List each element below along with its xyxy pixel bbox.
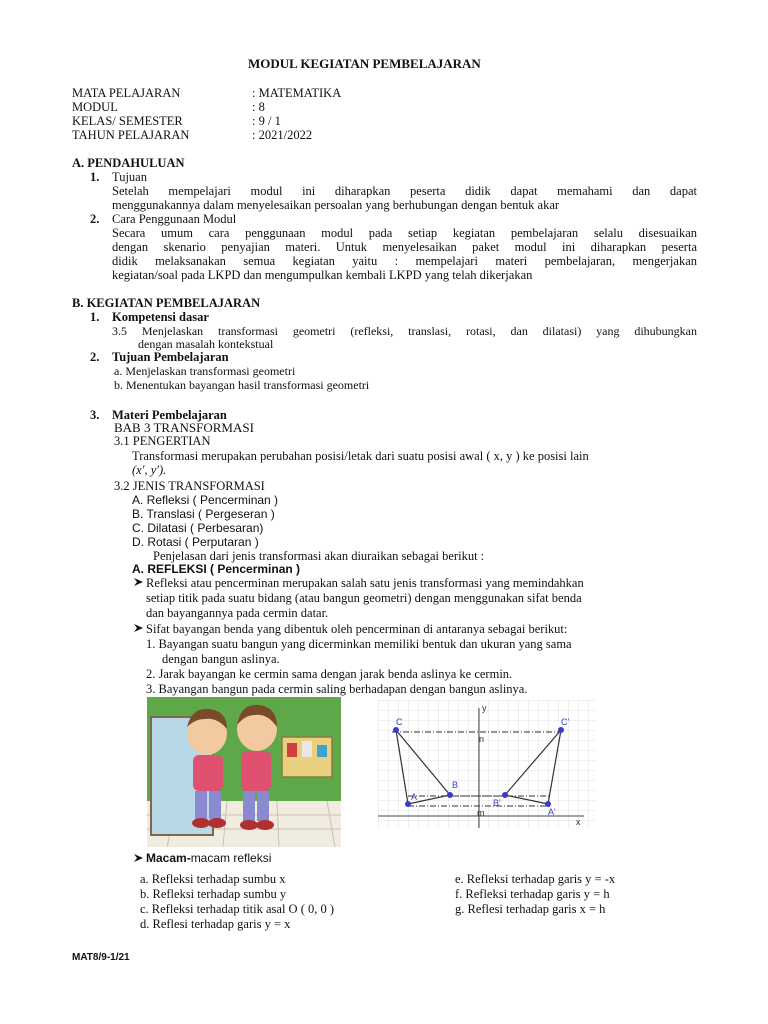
arrow-bullet-icon <box>133 577 144 587</box>
pengertian-formula: (x′, y′). <box>132 463 167 477</box>
sifat-1: 1. Bayangan suatu bangun yang dicerminkan memiliki bentuk dan ukuran yang sama <box>146 637 572 651</box>
macam-right-item: g. Reflesi terhadap garis x = h <box>455 902 606 916</box>
a1-text-line2: menggunakannya dalam menyelesaikan persoalan yang berhubungan dengan bentuk akar <box>112 198 560 212</box>
jenis-item: D. Rotasi ( Perputaran ) <box>132 535 259 549</box>
macam-left-item: b. Refleksi terhadap sumbu y <box>140 887 287 901</box>
info-label-tahun: TAHUN PELAJARAN <box>72 128 190 142</box>
macam-left-item: d. Reflesi terhadap garis y = x <box>140 917 291 931</box>
b1-number: 1. <box>90 310 100 324</box>
jenis-item: C. Dilatasi ( Perbesaran) <box>132 521 264 535</box>
reflection-graph <box>378 700 596 828</box>
sifat-2: 2. Jarak bayangan ke cermin sama dengan jarak benda aslinya ke cermin. <box>146 667 513 681</box>
macam-title-bold: Macam- <box>146 851 191 865</box>
info-value-mapel: : MATEMATIKA <box>252 86 342 100</box>
point-c-prime-label: C' <box>561 717 570 727</box>
b3-title: Materi Pembelajaran <box>112 408 227 422</box>
kd-line1: 3.5 Menjelaskan transformasi geometri (refleksi, translasi, rotasi, dan dilatasi) yang dihubungkan <box>112 324 697 338</box>
kd-line2: dengan masalah kontekstual <box>138 337 274 351</box>
a1-number: 1. <box>90 170 100 184</box>
point-b-prime-label: B' <box>493 798 501 808</box>
x-axis-label: x <box>576 817 581 827</box>
jenis-title: 3.2 JENIS TRANSFORMASI <box>114 479 265 493</box>
bullet2-line: Sifat bayangan benda yang dibentuk oleh pencerminan di antaranya sebagai berikut: <box>146 622 568 636</box>
bab-title: BAB 3 TRANSFORMASI <box>114 420 254 435</box>
a2-number: 2. <box>90 212 100 226</box>
info-value-modul: : 8 <box>252 100 265 114</box>
b3-number: 3. <box>90 408 100 422</box>
info-value-tahun: : 2021/2022 <box>252 128 313 142</box>
point-c-label: C <box>396 717 403 727</box>
point-a-label: A <box>411 792 418 802</box>
point-b-label: B <box>452 780 459 790</box>
macam-right-item: e. Refleksi terhadap garis y = -x <box>455 872 616 886</box>
macam-left-item: c. Refleksi terhadap titik asal O ( 0, 0 ) <box>140 902 335 916</box>
a2-text-line4: kegiatan/soal pada LKPD dan mengumpulkan kembali LKPD yang telah dikerjakan <box>112 268 533 282</box>
a2-text-line3: didik melaksanakan semua kegiatan yaitu : mempelajari materi pembelajaran, mengerjakan <box>112 254 697 268</box>
macam-left-item: a. Refleksi terhadap sumbu x <box>140 872 286 886</box>
section-b-heading: B. KEGIATAN PEMBELAJARAN <box>72 296 261 310</box>
macam-right-item: f. Refleksi terhadap garis y = h <box>455 887 610 901</box>
sifat-3: 3. Bayangan bangun pada cermin saling berhadapan dengan bangun aslinya. <box>146 682 528 696</box>
a1-title: Tujuan <box>112 170 147 184</box>
bullet1-line3: dan bayangannya pada cermin datar. <box>146 606 329 620</box>
refleksi-title: A. REFLEKSI ( Pencerminan ) <box>132 562 301 576</box>
a1-text-line1: Setelah mempelajari modul ini diharapkan peserta didik dapat memahami dan dapat <box>112 184 697 198</box>
a2-title: Cara Penggunaan Modul <box>112 212 237 226</box>
b1-title: Kompetensi dasar <box>112 310 209 324</box>
macam-title <box>146 851 271 865</box>
tujuan-a: a. Menjelaskan transformasi geometri <box>114 364 296 378</box>
b2-number: 2. <box>90 350 100 364</box>
arrow-bullet-icon <box>133 623 144 633</box>
point-a-prime-label: A' <box>548 807 556 817</box>
bullet1-line2: setiap titik pada suatu bidang (atau bangun geometri) dengan menggunakan sifat benda <box>146 591 582 605</box>
y-axis-label: y <box>482 703 487 713</box>
b2-title: Tujuan Pembelajaran <box>112 350 229 364</box>
section-a-heading: A. PENDAHULUAN <box>72 156 185 170</box>
info-value-kelas: : 9 / 1 <box>252 114 281 128</box>
pengertian-text: Transformasi merupakan perubahan posisi/letak dari suatu posisi awal ( x, y ) ke posisi lain <box>132 449 589 463</box>
jenis-item: A. Refleksi ( Pencerminan ) <box>132 493 279 507</box>
info-label-modul: MODUL <box>72 100 118 114</box>
page-footer: MAT8/9-1/21 <box>72 952 130 963</box>
line-n-label: n <box>479 734 485 744</box>
info-label-kelas: KELAS/ SEMESTER <box>72 114 183 128</box>
mirror-illustration <box>147 697 341 847</box>
a2-text-line1: Secara umum cara penggunaan modul pada setiap kegiatan pembelajaran selalu disesuaikan <box>112 226 697 240</box>
macam-title-rest: macam refleksi <box>190 851 272 865</box>
penjelasan-text: Penjelasan dari jenis transformasi akan diuraikan sebagai berikut : <box>153 549 485 563</box>
page-title: MODUL KEGIATAN PEMBELAJARAN <box>248 56 481 71</box>
a2-text-line2: dengan skenario penyajian materi. Untuk menyelesaikan paket modul ini diharapkan peserta <box>112 240 697 254</box>
sifat-1-cont: dengan bangun aslinya. <box>162 652 280 666</box>
bullet1-line1: Refleksi atau pencerminan merupakan salah satu jenis transformasi yang memindahkan <box>146 576 584 590</box>
info-label-mapel: MATA PELAJARAN <box>72 86 181 100</box>
pengertian-title: 3.1 PENGERTIAN <box>114 434 211 448</box>
jenis-item: B. Translasi ( Pergeseran ) <box>132 507 275 521</box>
line-m-label: m <box>477 808 485 818</box>
tujuan-b: b. Menentukan bayangan hasil transformasi geometri <box>114 378 370 392</box>
arrow-bullet-icon <box>133 853 144 863</box>
